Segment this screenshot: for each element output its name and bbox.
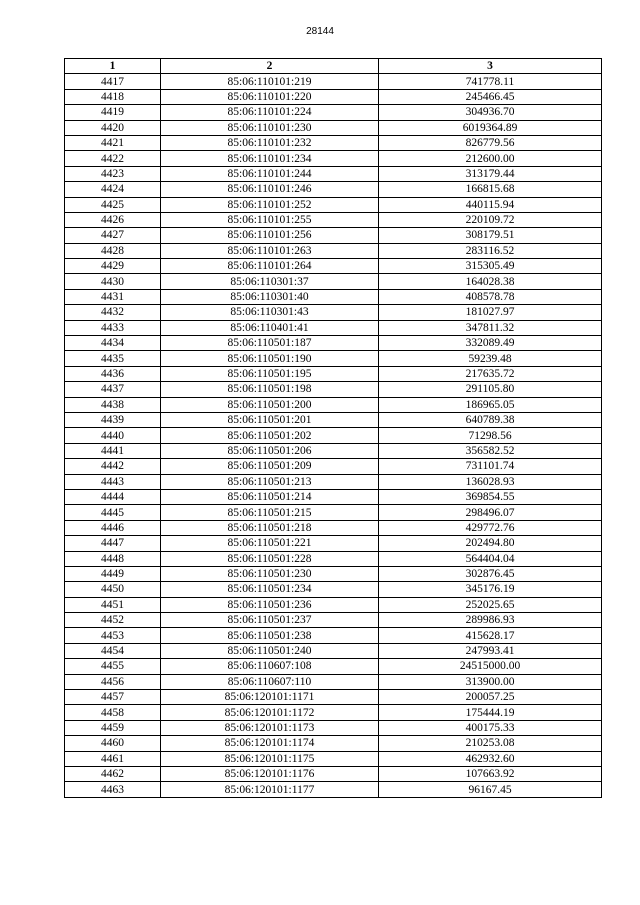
cell-value: 826779.56 (379, 135, 602, 150)
cell-value: 640789.38 (379, 412, 602, 427)
cell-row-number: 4424 (65, 182, 161, 197)
cell-value: 71298.56 (379, 428, 602, 443)
cell-row-number: 4435 (65, 351, 161, 366)
column-header-value: 3 (379, 59, 602, 74)
cell-value: 175444.19 (379, 705, 602, 720)
table-row (65, 505, 602, 520)
table-row (65, 690, 602, 705)
cell-value: 247993.41 (379, 643, 602, 658)
cell-cadastral-id: 85:06:110501:206 (161, 443, 379, 458)
cell-value: 313179.44 (379, 166, 602, 181)
cell-value: 315305.49 (379, 259, 602, 274)
table-row (65, 566, 602, 581)
cell-cadastral-id: 85:06:110501:236 (161, 597, 379, 612)
cell-value: 245466.45 (379, 89, 602, 104)
cell-cadastral-id: 85:06:110501:187 (161, 336, 379, 351)
cell-cadastral-id: 85:06:110101:232 (161, 135, 379, 150)
cell-cadastral-id: 85:06:110501:218 (161, 520, 379, 535)
table-row (65, 305, 602, 320)
cell-cadastral-id: 85:06:110101:230 (161, 120, 379, 135)
cell-cadastral-id: 85:06:110501:195 (161, 366, 379, 381)
cell-cadastral-id: 85:06:110501:202 (161, 428, 379, 443)
table-row (65, 536, 602, 551)
cell-cadastral-id: 85:06:110101:219 (161, 74, 379, 89)
cell-row-number: 4458 (65, 705, 161, 720)
table-row (65, 197, 602, 212)
cell-row-number: 4431 (65, 289, 161, 304)
cell-row-number: 4429 (65, 259, 161, 274)
table-row (65, 74, 602, 89)
table-row (65, 351, 602, 366)
cell-cadastral-id: 85:06:110501:190 (161, 351, 379, 366)
cell-row-number: 4422 (65, 151, 161, 166)
table-row (65, 782, 602, 797)
cell-value: 252025.65 (379, 597, 602, 612)
cell-value: 308179.51 (379, 228, 602, 243)
table-row (65, 259, 602, 274)
cell-cadastral-id: 85:06:110301:37 (161, 274, 379, 289)
cell-row-number: 4447 (65, 536, 161, 551)
table-row (65, 551, 602, 566)
table-row (65, 105, 602, 120)
cell-cadastral-id: 85:06:110101:256 (161, 228, 379, 243)
cell-cadastral-id: 85:06:120101:1173 (161, 720, 379, 735)
table-row (65, 474, 602, 489)
cell-row-number: 4432 (65, 305, 161, 320)
table-row (65, 366, 602, 381)
cell-cadastral-id: 85:06:110501:234 (161, 582, 379, 597)
cell-cadastral-id: 85:06:120101:1175 (161, 751, 379, 766)
cell-cadastral-id: 85:06:110401:41 (161, 320, 379, 335)
cell-cadastral-id: 85:06:110301:43 (161, 305, 379, 320)
cell-row-number: 4427 (65, 228, 161, 243)
cell-row-number: 4441 (65, 443, 161, 458)
cell-row-number: 4420 (65, 120, 161, 135)
cell-cadastral-id: 85:06:110501:221 (161, 536, 379, 551)
table-row (65, 459, 602, 474)
cell-row-number: 4443 (65, 474, 161, 489)
cell-cadastral-id: 85:06:110501:213 (161, 474, 379, 489)
table-row (65, 582, 602, 597)
cell-cadastral-id: 85:06:110607:108 (161, 659, 379, 674)
table-row (65, 428, 602, 443)
cell-value: 186965.05 (379, 397, 602, 412)
table-row (65, 720, 602, 735)
table-row (65, 443, 602, 458)
cell-value: 731101.74 (379, 459, 602, 474)
cell-cadastral-id: 85:06:110101:264 (161, 259, 379, 274)
table-row (65, 613, 602, 628)
cell-value: 202494.80 (379, 536, 602, 551)
table-row (65, 382, 602, 397)
cell-row-number: 4419 (65, 105, 161, 120)
table-row (65, 659, 602, 674)
cell-cadastral-id: 85:06:120101:1174 (161, 736, 379, 751)
table-row (65, 289, 602, 304)
cell-value: 136028.93 (379, 474, 602, 489)
cell-cadastral-id: 85:06:110101:263 (161, 243, 379, 258)
cell-cadastral-id: 85:06:110101:220 (161, 89, 379, 104)
column-header-number: 1 (65, 59, 161, 74)
cell-row-number: 4445 (65, 505, 161, 520)
table-row (65, 643, 602, 658)
cell-value: 429772.76 (379, 520, 602, 535)
cell-row-number: 4418 (65, 89, 161, 104)
cell-cadastral-id: 85:06:110607:110 (161, 674, 379, 689)
cell-row-number: 4462 (65, 766, 161, 781)
cell-row-number: 4430 (65, 274, 161, 289)
table-row (65, 751, 602, 766)
table-row (65, 89, 602, 104)
cell-cadastral-id: 85:06:110101:255 (161, 212, 379, 227)
table-row (65, 489, 602, 504)
cell-value: 462932.60 (379, 751, 602, 766)
cell-row-number: 4438 (65, 397, 161, 412)
cell-cadastral-id: 85:06:110501:228 (161, 551, 379, 566)
cell-row-number: 4452 (65, 613, 161, 628)
cell-row-number: 4423 (65, 166, 161, 181)
cell-value: 302876.45 (379, 566, 602, 581)
cell-row-number: 4451 (65, 597, 161, 612)
table-row (65, 705, 602, 720)
cell-row-number: 4459 (65, 720, 161, 735)
cell-row-number: 4417 (65, 74, 161, 89)
cell-cadastral-id: 85:06:110501:215 (161, 505, 379, 520)
column-header-cadastral-id: 2 (161, 59, 379, 74)
table-header-row (65, 59, 602, 74)
table-row (65, 336, 602, 351)
table-row (65, 736, 602, 751)
cell-row-number: 4455 (65, 659, 161, 674)
cell-row-number: 4444 (65, 489, 161, 504)
cell-row-number: 4433 (65, 320, 161, 335)
table-row (65, 243, 602, 258)
table-body (65, 74, 602, 797)
cell-row-number: 4436 (65, 366, 161, 381)
cell-row-number: 4434 (65, 336, 161, 351)
table-row (65, 182, 602, 197)
cell-row-number: 4453 (65, 628, 161, 643)
table-row (65, 674, 602, 689)
cell-value: 369854.55 (379, 489, 602, 504)
cell-value: 356582.52 (379, 443, 602, 458)
cell-value: 408578.78 (379, 289, 602, 304)
cell-value: 107663.92 (379, 766, 602, 781)
cell-cadastral-id: 85:06:120101:1172 (161, 705, 379, 720)
cell-cadastral-id: 85:06:110501:209 (161, 459, 379, 474)
cell-row-number: 4461 (65, 751, 161, 766)
cell-value: 440115.94 (379, 197, 602, 212)
cell-value: 345176.19 (379, 582, 602, 597)
cell-value: 313900.00 (379, 674, 602, 689)
cell-value: 415628.17 (379, 628, 602, 643)
table-row (65, 520, 602, 535)
cell-value: 400175.33 (379, 720, 602, 735)
cell-cadastral-id: 85:06:110501:237 (161, 613, 379, 628)
cell-value: 212600.00 (379, 151, 602, 166)
cell-value: 217635.72 (379, 366, 602, 381)
table-row (65, 412, 602, 427)
table-row (65, 151, 602, 166)
cell-cadastral-id: 85:06:110101:244 (161, 166, 379, 181)
cell-value: 96167.45 (379, 782, 602, 797)
table-row (65, 597, 602, 612)
cell-cadastral-id: 85:06:120101:1171 (161, 690, 379, 705)
cell-cadastral-id: 85:06:110501:200 (161, 397, 379, 412)
cell-value: 164028.38 (379, 274, 602, 289)
cell-row-number: 4440 (65, 428, 161, 443)
cell-value: 289986.93 (379, 613, 602, 628)
cell-row-number: 4457 (65, 690, 161, 705)
table-row (65, 166, 602, 181)
cell-cadastral-id: 85:06:110101:246 (161, 182, 379, 197)
table-row (65, 274, 602, 289)
cell-cadastral-id: 85:06:110101:252 (161, 197, 379, 212)
cell-value: 564404.04 (379, 551, 602, 566)
cell-row-number: 4448 (65, 551, 161, 566)
cell-cadastral-id: 85:06:120101:1176 (161, 766, 379, 781)
cell-row-number: 4442 (65, 459, 161, 474)
cell-value: 166815.68 (379, 182, 602, 197)
cell-value: 332089.49 (379, 336, 602, 351)
cell-value: 298496.07 (379, 505, 602, 520)
cell-value: 347811.32 (379, 320, 602, 335)
page-number: 28144 (306, 26, 334, 37)
table-row (65, 397, 602, 412)
table-row (65, 228, 602, 243)
table-row (65, 766, 602, 781)
cell-cadastral-id: 85:06:110501:238 (161, 628, 379, 643)
table-row (65, 212, 602, 227)
cell-cadastral-id: 85:06:120101:1177 (161, 782, 379, 797)
cell-cadastral-id: 85:06:110501:240 (161, 643, 379, 658)
cell-row-number: 4449 (65, 566, 161, 581)
cell-value: 291105.80 (379, 382, 602, 397)
cell-value: 59239.48 (379, 351, 602, 366)
table-row (65, 120, 602, 135)
cell-row-number: 4450 (65, 582, 161, 597)
cell-row-number: 4426 (65, 212, 161, 227)
cell-row-number: 4460 (65, 736, 161, 751)
cell-row-number: 4439 (65, 412, 161, 427)
cell-value: 24515000.00 (379, 659, 602, 674)
cell-value: 741778.11 (379, 74, 602, 89)
cell-row-number: 4428 (65, 243, 161, 258)
table-row (65, 628, 602, 643)
table-row (65, 135, 602, 150)
cell-cadastral-id: 85:06:110501:214 (161, 489, 379, 504)
cell-cadastral-id: 85:06:110101:224 (161, 105, 379, 120)
cadastral-value-table (64, 58, 602, 798)
cell-value: 210253.08 (379, 736, 602, 751)
cell-row-number: 4425 (65, 197, 161, 212)
cell-row-number: 4437 (65, 382, 161, 397)
cell-cadastral-id: 85:06:110501:198 (161, 382, 379, 397)
cell-row-number: 4454 (65, 643, 161, 658)
cell-value: 181027.97 (379, 305, 602, 320)
cell-row-number: 4446 (65, 520, 161, 535)
cell-cadastral-id: 85:06:110501:201 (161, 412, 379, 427)
cell-row-number: 4421 (65, 135, 161, 150)
cell-value: 220109.72 (379, 212, 602, 227)
cell-row-number: 4456 (65, 674, 161, 689)
cell-value: 200057.25 (379, 690, 602, 705)
cell-value: 6019364.89 (379, 120, 602, 135)
cell-value: 283116.52 (379, 243, 602, 258)
cell-cadastral-id: 85:06:110101:234 (161, 151, 379, 166)
cell-cadastral-id: 85:06:110301:40 (161, 289, 379, 304)
cell-value: 304936.70 (379, 105, 602, 120)
cell-row-number: 4463 (65, 782, 161, 797)
cell-cadastral-id: 85:06:110501:230 (161, 566, 379, 581)
table-row (65, 320, 602, 335)
